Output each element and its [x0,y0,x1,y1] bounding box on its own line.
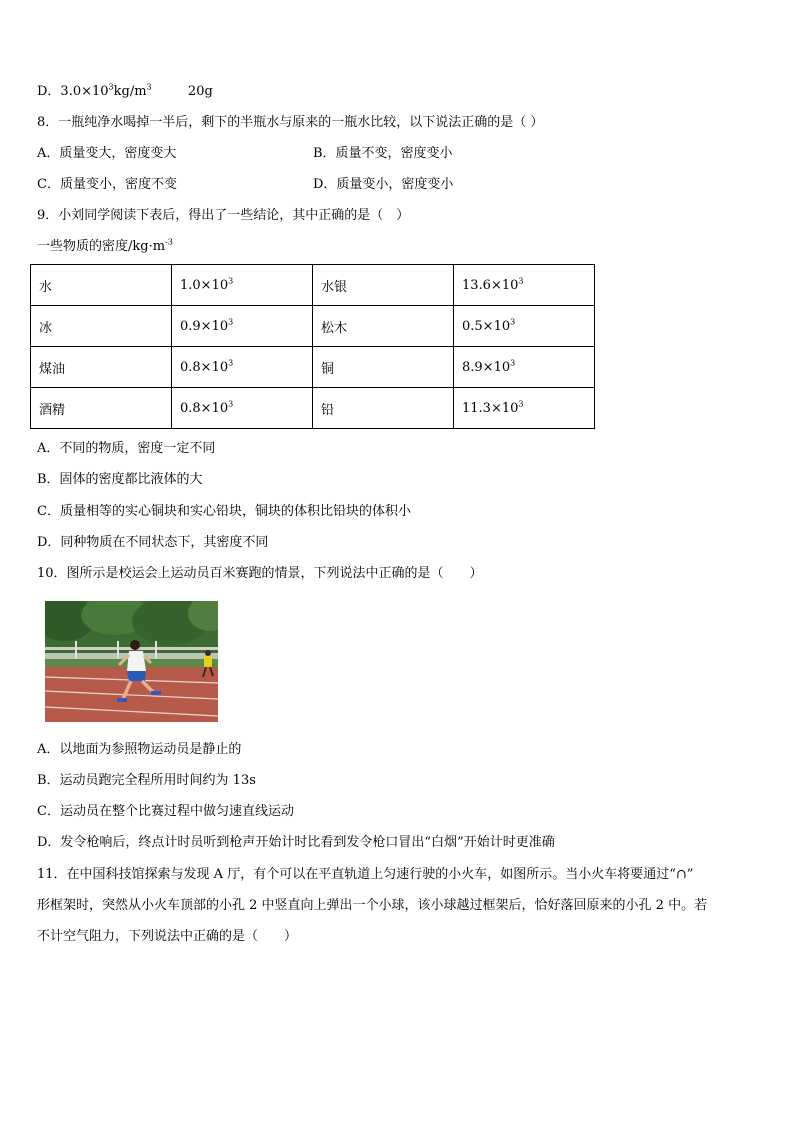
table-row [31,388,595,429]
density-mantissa: 13.6×10 [462,277,519,293]
substance-cell: 松木 [313,306,454,347]
density-cell [172,347,313,388]
question-10-option-b[interactable]: B．运动员跑完全程所用时间约为 13s [37,773,256,788]
substance-cell: 铜 [313,347,454,388]
density-mantissa: 1.0×10 [180,277,229,293]
question-9-stem: 9．小刘同学阅读下表后，得出了一些结论，其中正确的是（ ） [37,208,410,223]
density-mantissa: 8.9×10 [462,359,511,375]
exponent: 3 [510,317,516,327]
substance-cell: 冰 [31,306,172,347]
exponent: 3 [510,358,516,368]
exponent: 3 [108,82,114,92]
density-mantissa: 0.5×10 [462,318,511,334]
question-9-option-c[interactable]: C．质量相等的实心铜块和实心铅块，铜块的体积比铅块的体积小 [37,504,411,519]
prev-option-d [37,83,213,101]
density-cell [454,265,595,306]
exponent: 3 [228,317,234,327]
option-d-unit: kg/m [113,84,147,99]
density-mantissa: 0.9×10 [180,318,229,334]
exponent: 3 [518,399,524,409]
question-8-option-c[interactable]: C．质量变小，密度不变 [37,177,177,192]
exponent: 3 [146,82,152,92]
density-cell [454,306,595,347]
density-mantissa: 11.3×10 [462,400,519,416]
exponent: 3 [228,358,234,368]
question-9-option-d[interactable]: D．同种物质在不同状态下，其密度不同 [37,535,269,550]
question-10-option-c[interactable]: C．运动员在整个比赛过程中做匀速直线运动 [37,804,294,819]
question-9-option-b[interactable]: B．固体的密度都比液体的大 [37,472,203,487]
question-11-line-3: 不计空气阻力，下列说法中正确的是（ ） [37,929,298,944]
density-cell [172,265,313,306]
question-10-stem: 10．图所示是校运会上运动员百米赛跑的情景，下列说法中正确的是（ ） [37,566,483,581]
density-mantissa: 0.8×10 [180,359,229,375]
density-cell [172,388,313,429]
question-8-option-d[interactable]: D．质量变小，密度变小 [313,177,454,192]
question-8-stem: 8．一瓶纯净水喝掉一半后，剩下的半瓶水与原来的一瓶水比较，以下说法正确的是（ ） [37,115,544,130]
exponent: -3 [165,237,173,247]
exponent: 3 [228,399,234,409]
question-8-option-b[interactable]: B．质量不变，密度变小 [313,146,453,161]
question-10-option-d[interactable]: D．发令枪响后，终点计时员听到枪声开始计时比看到发令枪口冒出“白烟”开始计时更准确 [37,835,555,850]
table-title [37,238,173,256]
table-row [31,306,595,347]
exponent: 3 [518,276,524,286]
substance-cell: 煤油 [31,347,172,388]
table-row [31,347,595,388]
exponent: 3 [228,276,234,286]
density-cell [454,347,595,388]
substance-cell: 铅 [313,388,454,429]
density-cell [172,306,313,347]
option-d-value: D．3.0×10 [37,84,109,99]
question-9-option-a[interactable]: A．不同的物质，密度一定不同 [37,441,216,456]
substance-cell: 酒精 [31,388,172,429]
density-mantissa: 0.8×10 [180,400,229,416]
density-table [30,264,595,429]
table-title-text: 一些物质的密度/kg·m [37,239,166,254]
question-11-line-2: 形框架时，突然从小火车顶部的小孔 2 中竖直向上弹出一个小球，该小球越过框架后，恰好落回原来的小孔 2 中。若 [37,898,708,913]
sprint-race-photo [45,601,218,722]
substance-cell: 水银 [313,265,454,306]
option-d-mass: 20g [187,84,213,99]
density-cell [454,388,595,429]
question-11-line-1: 11．在中国科技馆探索与发现 A 厅，有个可以在平直轨道上匀速行驶的小火车，如图所示。当小火车将要通过“∩” [37,867,694,882]
question-8-option-a[interactable]: A．质量变大，密度变大 [37,146,177,161]
table-row [31,265,595,306]
substance-cell: 水 [31,265,172,306]
question-10-option-a[interactable]: A．以地面为参照物运动员是静止的 [37,742,242,757]
